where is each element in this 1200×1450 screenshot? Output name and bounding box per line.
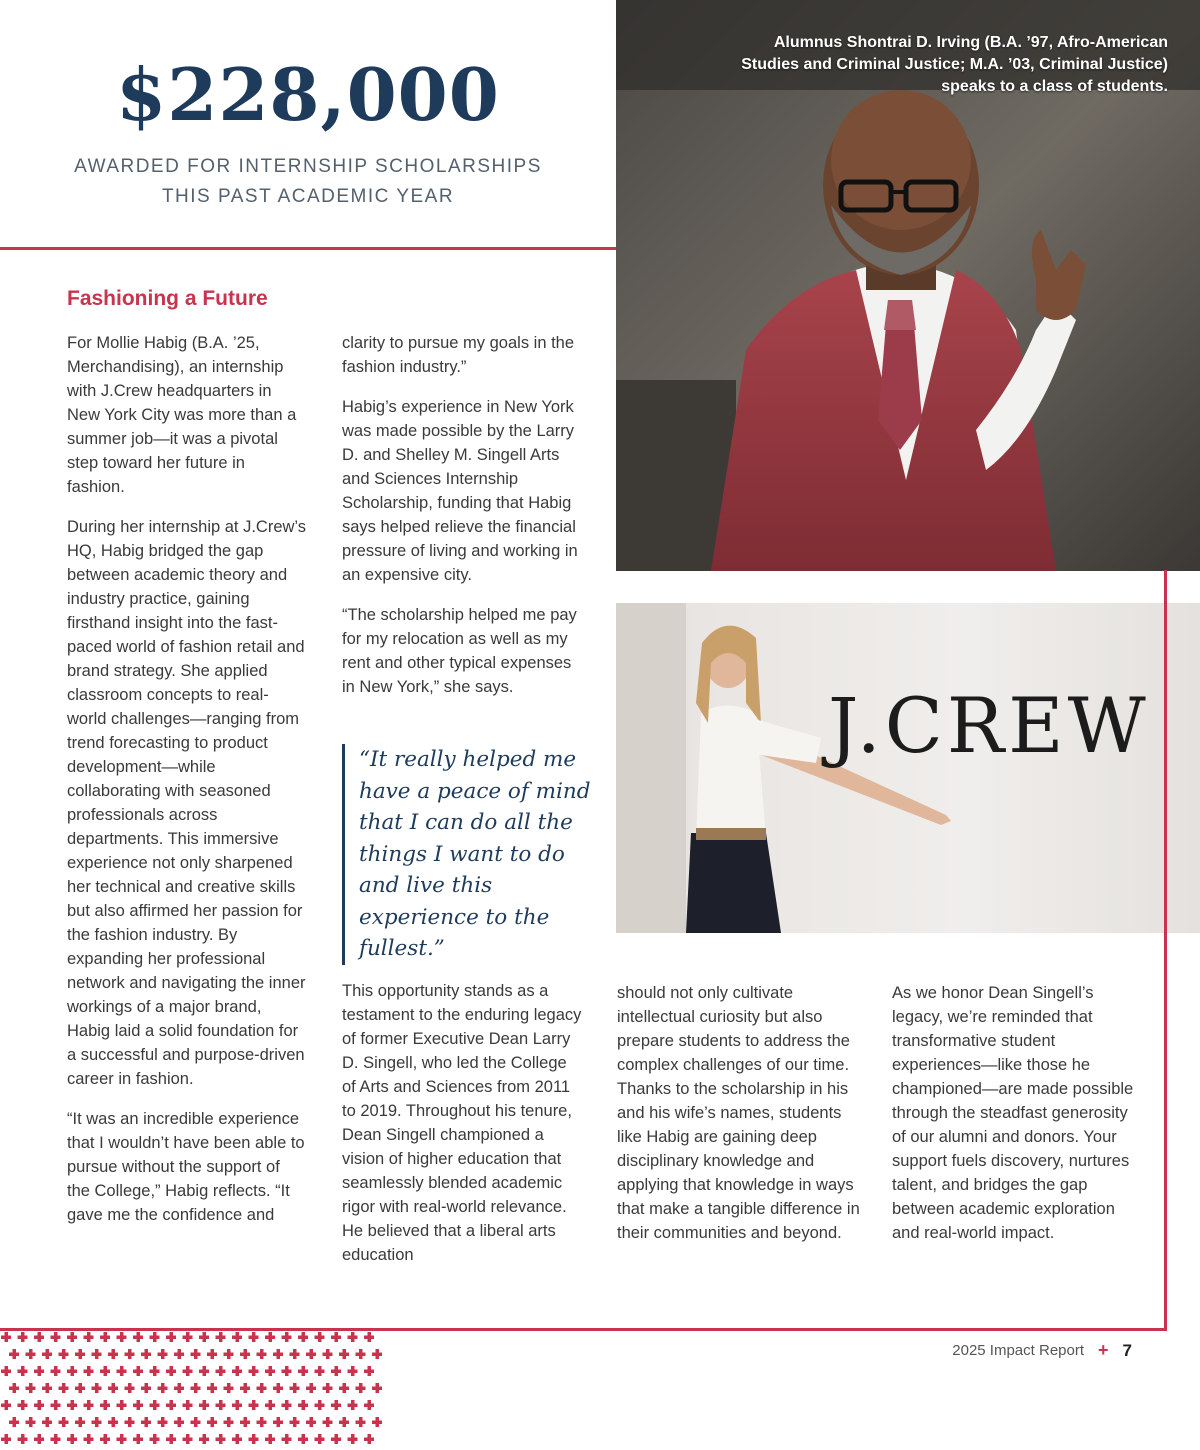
plus-mark	[290, 1383, 300, 1393]
plus-mark	[232, 1366, 242, 1376]
plus-mark	[306, 1417, 316, 1427]
plus-mark	[356, 1349, 366, 1359]
plus-mark	[67, 1434, 77, 1444]
plus-mark	[117, 1400, 127, 1410]
plus-mark	[133, 1400, 143, 1410]
plus-icon: +	[1098, 1340, 1109, 1360]
plus-mark	[42, 1417, 52, 1427]
plus-mark	[290, 1349, 300, 1359]
plus-mark	[282, 1366, 292, 1376]
plus-mark	[9, 1349, 19, 1359]
plus-mark	[306, 1349, 316, 1359]
plus-mark	[75, 1383, 85, 1393]
plus-mark	[158, 1417, 168, 1427]
paragraph: During her internship at J.Crew’s HQ, Habig bridged the gap between academic theory and industry practice, gaining firsthand insight into the fast-paced world of fashion retail and brand strategy. She applied classroom concepts to real-world challenges—ranging from trend forecasting to product development—while collaborating with seasoned professionals across departments. This immersive experience not only sharpened her technical and creative skills but also affirmed her passion for the fashion industry. By expanding her professional network and navigating the inner workings of a major brand, Habig laid a solid foundation for a successful and purpose-driven career in fashion.	[67, 518, 307, 1088]
plus-mark	[232, 1400, 242, 1410]
plus-mark	[26, 1349, 36, 1359]
plus-mark	[331, 1400, 341, 1410]
plus-mark	[224, 1417, 234, 1427]
article-column-1	[67, 331, 307, 1243]
plus-mark	[364, 1400, 374, 1410]
plus-mark	[232, 1332, 242, 1342]
plus-mark	[240, 1417, 250, 1427]
plus-mark	[150, 1366, 160, 1376]
plus-mark	[273, 1417, 283, 1427]
plus-mark	[9, 1417, 19, 1427]
plus-mark	[92, 1417, 102, 1427]
plus-mark	[108, 1349, 118, 1359]
plus-mark	[199, 1332, 209, 1342]
plus-mark	[249, 1434, 259, 1444]
paragraph: clarity to pursue my goals in the fashion industry.”	[342, 334, 575, 376]
plus-mark	[100, 1400, 110, 1410]
paragraph: should not only cultivate intellectual curiosity but also prepare students to address the complex challenges of our time. Thanks to the scholarship in his and his wife’s names, students like Habig are gaining deep disciplinary knowledge and applying that knowledge in ways that make a tangible difference in their communities and beyond.	[617, 984, 860, 1242]
plus-mark	[207, 1383, 217, 1393]
plus-mark	[298, 1332, 308, 1342]
plus-mark	[34, 1366, 44, 1376]
plus-mark	[191, 1349, 201, 1359]
plus-mark	[42, 1349, 52, 1359]
plus-mark	[125, 1383, 135, 1393]
plus-mark	[282, 1332, 292, 1342]
plus-mark	[216, 1400, 226, 1410]
plus-mark	[59, 1349, 69, 1359]
plus-mark	[117, 1332, 127, 1342]
paragraph: “The scholarship helped me pay for my relocation as well as my rent and other typical expenses in New York,” she says.	[342, 606, 577, 696]
plus-mark	[166, 1434, 176, 1444]
plus-mark	[92, 1383, 102, 1393]
plus-mark	[356, 1383, 366, 1393]
plus-mark	[265, 1366, 275, 1376]
page-footer	[952, 1340, 1132, 1361]
plus-mark	[183, 1332, 193, 1342]
plus-mark	[166, 1400, 176, 1410]
plus-mark	[174, 1349, 184, 1359]
paragraph: For Mollie Habig (B.A. ’25, Merchandising), an internship with J.Crew headquarters in New York City was more than a summer job—it was a pivotal step toward her future in fashion.	[67, 334, 297, 496]
plus-mark	[117, 1366, 127, 1376]
plus-mark	[282, 1400, 292, 1410]
accent-rule-top	[0, 247, 616, 250]
article-column-2-top	[342, 331, 582, 715]
plus-mark	[240, 1383, 250, 1393]
plus-mark	[323, 1417, 333, 1427]
plus-mark	[34, 1434, 44, 1444]
plus-mark	[331, 1434, 341, 1444]
plus-mark	[257, 1383, 267, 1393]
plus-mark	[108, 1383, 118, 1393]
plus-mark	[18, 1400, 28, 1410]
plus-mark	[364, 1366, 374, 1376]
plus-mark	[323, 1349, 333, 1359]
plus-mark	[84, 1366, 94, 1376]
plus-mark	[315, 1434, 325, 1444]
plus-mark	[191, 1383, 201, 1393]
plus-mark	[331, 1366, 341, 1376]
plus-mark	[150, 1434, 160, 1444]
plus-mark	[339, 1417, 349, 1427]
stat-caption-line2: THIS PAST ACADEMIC YEAR	[161, 186, 455, 207]
plus-mark	[207, 1417, 217, 1427]
plus-mark	[265, 1400, 275, 1410]
plus-mark	[133, 1332, 143, 1342]
plus-mark	[1, 1366, 11, 1376]
plus-mark	[273, 1383, 283, 1393]
plus-mark	[174, 1383, 184, 1393]
plus-mark	[183, 1366, 193, 1376]
plus-mark	[100, 1332, 110, 1342]
plus-mark	[372, 1383, 382, 1393]
plus-mark	[141, 1349, 151, 1359]
article-heading: Fashioning a Future	[67, 287, 268, 310]
plus-mark	[26, 1383, 36, 1393]
plus-mark	[117, 1434, 127, 1444]
plus-mark	[133, 1434, 143, 1444]
plus-mark	[224, 1383, 234, 1393]
article-column-4	[892, 981, 1142, 1261]
plus-mark	[166, 1366, 176, 1376]
plus-mark	[150, 1332, 160, 1342]
plus-mark	[257, 1349, 267, 1359]
plus-mark	[1, 1434, 11, 1444]
plus-mark	[183, 1400, 193, 1410]
plus-mark	[51, 1434, 61, 1444]
plus-mark	[34, 1400, 44, 1410]
plus-mark	[108, 1417, 118, 1427]
article-column-2-bottom	[342, 979, 582, 1283]
plus-pattern-icon	[0, 1331, 388, 1450]
plus-mark	[298, 1400, 308, 1410]
photo-jcrew	[616, 603, 1200, 933]
plus-mark	[158, 1383, 168, 1393]
plus-mark	[372, 1349, 382, 1359]
pull-quote: “It really helped me have a peace of mind that I can do all the things I want to do and live this experience to the fullest.”	[342, 744, 591, 965]
plus-mark	[1, 1332, 11, 1342]
plus-mark	[75, 1349, 85, 1359]
plus-mark	[240, 1349, 250, 1359]
plus-mark	[315, 1400, 325, 1410]
report-label: 2025 Impact Report	[952, 1342, 1085, 1359]
plus-mark	[1, 1400, 11, 1410]
plus-mark	[84, 1400, 94, 1410]
plus-mark	[42, 1383, 52, 1393]
plus-mark	[75, 1417, 85, 1427]
plus-mark	[84, 1332, 94, 1342]
plus-mark	[18, 1434, 28, 1444]
plus-mark	[216, 1332, 226, 1342]
article-column-3	[617, 981, 867, 1261]
plus-mark	[356, 1417, 366, 1427]
plus-mark	[232, 1434, 242, 1444]
accent-rule-right	[1164, 570, 1167, 1330]
plus-mark	[348, 1400, 358, 1410]
plus-mark	[125, 1349, 135, 1359]
plus-mark	[183, 1434, 193, 1444]
plus-mark	[158, 1349, 168, 1359]
plus-mark	[290, 1417, 300, 1427]
stat-block	[0, 0, 616, 248]
plus-mark	[141, 1417, 151, 1427]
plus-mark	[348, 1366, 358, 1376]
plus-mark	[150, 1400, 160, 1410]
photo-caption: Alumnus Shontrai D. Irving (B.A. ’97, Afro-American Studies and Criminal Justice; M.A. ’03, Criminal Justice) speaks to a class of students.	[741, 34, 1168, 95]
plus-mark	[364, 1434, 374, 1444]
plus-mark	[67, 1366, 77, 1376]
plus-mark	[315, 1366, 325, 1376]
plus-mark	[9, 1383, 19, 1393]
plus-mark	[298, 1434, 308, 1444]
plus-mark	[348, 1434, 358, 1444]
plus-mark	[207, 1349, 217, 1359]
plus-mark	[51, 1332, 61, 1342]
stat-caption	[0, 152, 616, 212]
page-number: 7	[1122, 1340, 1132, 1360]
plus-mark	[100, 1434, 110, 1444]
photo-speaker	[616, 0, 1200, 571]
paragraph: As we honor Dean Singell’s legacy, we’re reminded that transformative student experiences—like those he championed—are made possible through the steadfast generosity of our alumni and donors. Your support fuels discovery, nurtures talent, and bridges the gap between academic exploration and real-world impact.	[892, 984, 1134, 1242]
plus-mark	[100, 1366, 110, 1376]
plus-mark	[348, 1332, 358, 1342]
plus-mark	[34, 1332, 44, 1342]
plus-mark	[331, 1332, 341, 1342]
plus-mark	[67, 1400, 77, 1410]
plus-mark	[92, 1349, 102, 1359]
plus-mark	[199, 1366, 209, 1376]
plus-mark	[339, 1349, 349, 1359]
plus-mark	[273, 1349, 283, 1359]
plus-mark	[67, 1332, 77, 1342]
plus-mark	[249, 1400, 259, 1410]
plus-mark	[141, 1383, 151, 1393]
plus-pattern-decoration	[0, 1331, 388, 1450]
plus-mark	[315, 1332, 325, 1342]
paragraph: Habig’s experience in New York was made possible by the Larry D. and Shelley M. Singell Arts and Sciences Internship Scholarship, funding that Habig says helped relieve the financial pressure of living and working in an expensive city.	[342, 398, 578, 584]
jcrew-wall-sign: J.CREW	[828, 681, 1150, 770]
plus-mark	[51, 1366, 61, 1376]
plus-mark	[265, 1434, 275, 1444]
plus-mark	[265, 1332, 275, 1342]
plus-mark	[84, 1434, 94, 1444]
paragraph: “It was an incredible experience that I wouldn’t have been able to pursue without the support of the College,” Habig reflects. “It gave me the confidence and	[67, 1110, 305, 1224]
paragraph: This opportunity stands as a testament to the enduring legacy of former Executive Dean Larry D. Singell, who led the College of Arts and Sciences from 2011 to 2019. Throughout his tenure, Dean Singell championed a vision of higher education that seamlessly blended academic rigor with real-world relevance. He believed that a liberal arts education	[342, 982, 582, 1264]
plus-mark	[249, 1366, 259, 1376]
plus-mark	[133, 1366, 143, 1376]
stat-amount: $228,000	[116, 52, 500, 137]
plus-mark	[282, 1434, 292, 1444]
plus-mark	[323, 1383, 333, 1393]
plus-mark	[174, 1417, 184, 1427]
plus-mark	[249, 1332, 259, 1342]
plus-mark	[26, 1417, 36, 1427]
plus-mark	[216, 1366, 226, 1376]
plus-mark	[199, 1400, 209, 1410]
plus-mark	[199, 1434, 209, 1444]
plus-mark	[298, 1366, 308, 1376]
stat-caption-line1: AWARDED FOR INTERNSHIP SCHOLARSHIPS	[74, 156, 542, 177]
plus-mark	[191, 1417, 201, 1427]
plus-mark	[339, 1383, 349, 1393]
plus-mark	[59, 1417, 69, 1427]
plus-mark	[257, 1417, 267, 1427]
plus-mark	[18, 1366, 28, 1376]
plus-mark	[306, 1383, 316, 1393]
plus-mark	[18, 1332, 28, 1342]
plus-mark	[364, 1332, 374, 1342]
plus-mark	[224, 1349, 234, 1359]
plus-mark	[372, 1417, 382, 1427]
plus-mark	[216, 1434, 226, 1444]
plus-mark	[166, 1332, 176, 1342]
plus-mark	[125, 1417, 135, 1427]
plus-mark	[59, 1383, 69, 1393]
plus-mark	[51, 1400, 61, 1410]
